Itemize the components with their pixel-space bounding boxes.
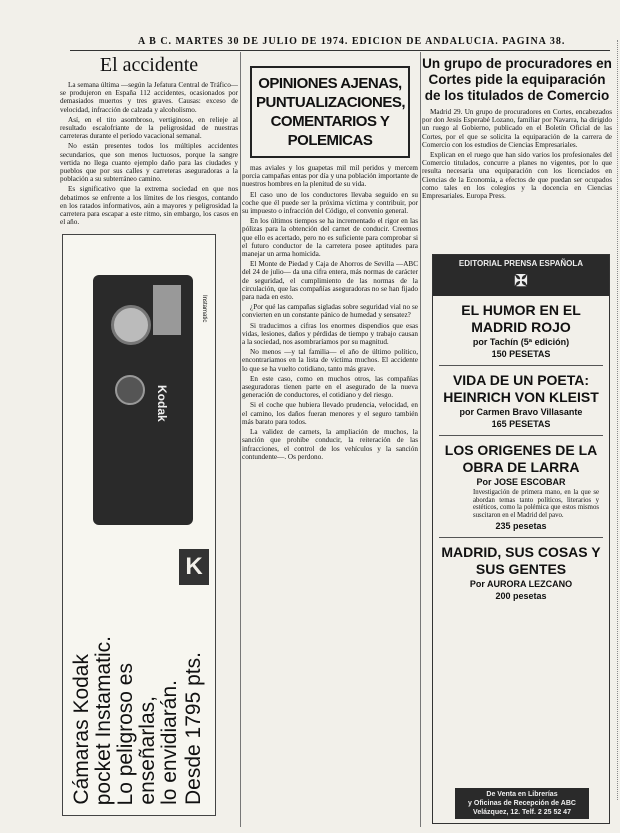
book-price: 150 PESETAS bbox=[491, 349, 551, 359]
paragraph: La validez de carnets, la ampliación de muchos, la sanción que prohibe conducir, la reiteración de las infracciones, el control de los vehículos y la sanción contundente—. Os perdono. bbox=[242, 428, 418, 461]
opinions-heading-box bbox=[250, 66, 410, 158]
paragraph: En este caso, como en muchos otros, las compañías aseguradoras tienen parte en el asegurado de la nueva generación de conductores, el cotidiano y del riesgo. bbox=[242, 374, 418, 400]
books-advertisement bbox=[432, 254, 610, 824]
book-author: por Tachín (5ª edición) bbox=[472, 337, 570, 347]
column-opinions bbox=[242, 52, 418, 463]
sales-line: y Oficinas de Recepción de ABC bbox=[468, 800, 576, 807]
header-rule bbox=[70, 50, 610, 51]
kodak-line: Cámaras Kodak bbox=[70, 654, 93, 805]
kodak-line: lo envidiarán. bbox=[158, 680, 181, 805]
column-accident bbox=[60, 52, 238, 228]
paragraph: ¿Por qué las campañas sigladas sobre seguridad vial no se convierten en un constante pánico de humedad y sensatez? bbox=[242, 303, 418, 320]
camera-lens-icon bbox=[115, 375, 145, 405]
article-title-procuradores: Un grupo de procuradores en Cortes pide la equiparación de los titulados de Comercio bbox=[422, 56, 612, 103]
paragraph: No menos —y tal familia— el año de último político, encontrariamos en la lista de víctima muchos. El accidente lo que se ha vuelto cotidiano, tanto más grave. bbox=[242, 348, 418, 373]
camera-dial-icon bbox=[111, 305, 151, 345]
kodak-small-label: Instamatic bbox=[201, 295, 207, 323]
kodak-logo: K bbox=[179, 549, 209, 585]
kodak-price: Desde 1795 pts. bbox=[182, 652, 205, 805]
page-margin-dots bbox=[611, 40, 618, 800]
kodak-line: enseñarlas, bbox=[136, 696, 159, 805]
paragraph: La semana última —según la Jefatura Central de Tráfico— se produjeron en España 112 accidentes, ocasionados por demasiados muertos y tres graves. Causas: exceso de velocidad, infracción de calzada y alcoholismo. bbox=[60, 81, 238, 114]
opinions-heading-line: POLEMICAS bbox=[287, 132, 373, 149]
paragraph: Es significativo que la extrema sociedad en que nos debatimos se enfrente a los límites de los riesgos, contando en los ratados informativos, aún a mayores y peligrosidad la carretera para escapar a este ritmo, sin embargo, los casos en el año. bbox=[60, 185, 238, 227]
kodak-copy bbox=[71, 545, 211, 805]
paragraph: El caso uno de los conductores llevaba seguido en su coche que él puede ser la próxima víctima y contribuir, por su impuesto o infracción del Código, el convenio general. bbox=[242, 190, 418, 216]
kodak-advertisement bbox=[62, 234, 216, 816]
paragraph: El Monte de Piedad y Caja de Ahorros de Sevilla —ABC del 24 de julio— da una cifra entera, más normas de carácter de seguridad, el cumplimiento de las normas de la circulación, que las compañías aseguradoras no se han fijado para nada en esto. bbox=[242, 260, 418, 302]
book-title: MADRID, SUS COSAS Y SUS GENTES bbox=[441, 544, 601, 578]
book-price: 235 pesetas bbox=[495, 521, 547, 532]
book-title: LOS ORIGENES DE LA OBRA DE LARRA bbox=[444, 442, 598, 475]
opinions-heading-line: OPINIONES AJENAS, bbox=[258, 75, 402, 92]
column-procuradores bbox=[422, 52, 612, 202]
book-author: por Carmen Bravo Villasante bbox=[459, 407, 583, 417]
book-price: 165 PESETAS bbox=[491, 419, 551, 429]
camera-flash-icon bbox=[153, 285, 181, 335]
column-divider bbox=[240, 52, 241, 827]
paragraph: Si el coche que hubiera llevado prudencia, velocidad, en el camino, los daños fueran menores y el seguro también más barato para todos. bbox=[242, 401, 418, 426]
divider bbox=[439, 435, 603, 436]
column-divider bbox=[420, 52, 421, 827]
page-header: A B C. MARTES 30 DE JULIO DE 1974. EDICION DE ANDALUCIA. PAGINA 38. bbox=[138, 36, 566, 47]
sales-info bbox=[455, 788, 589, 819]
divider bbox=[439, 537, 603, 538]
book-author: Por AURORA LEZCANO bbox=[469, 579, 573, 590]
opinions-heading-line: COMENTARIOS Y bbox=[270, 113, 390, 130]
paragraph: mas aviales y los guapetas mil mil peridos y mercem porcia campañas entas por día y una población importante de nuestros hombres en la plenitud de su vida. bbox=[242, 164, 418, 189]
article-body-procuradores bbox=[422, 108, 612, 200]
sales-line: De Venta en Librerías bbox=[486, 791, 558, 798]
book-title: EL HUMOR EN EL MADRID ROJO bbox=[461, 302, 581, 335]
paragraph: Si traducimos a cifras los enormes dispendios que esas vidas, lesiones, daños y pérdidas de tiempo y trabajo causan a la sociedad, nos asombraríamos por su magnitud. bbox=[242, 321, 418, 347]
kodak-line: pocket Instamatic. bbox=[92, 635, 115, 805]
paragraph: Madrid 29. Un grupo de procuradores en Cortes, encabezados por don Jesús Esperabé Lozano, familiar por Navarra, ha dirigido un ruego al Gobierno, publicado en el Boletín Oficial de las Cortes, por el que se solicita la equiparación de la carrera de Comercio con los estudios de Ciencias Empresariales. bbox=[422, 108, 612, 149]
sales-line: Velázquez, 12. Telf. 2 25 52 47 bbox=[473, 809, 571, 816]
eagle-emblem-icon: ✠ bbox=[514, 273, 528, 290]
camera-illustration bbox=[93, 275, 193, 525]
article-title-accident: El accidente bbox=[99, 54, 199, 76]
paragraph: Explican en el ruego que han sido varios los profesionales del Comercio titulados, concurre a planes no vigentes, por lo que resulta necesaria una equiparación con los licenciados en Ciencias de la Economía, a efectos de que puedan ser ocupados como tales en los colegios y la docencia en Ciencias Empresariales. Europa Press. bbox=[422, 151, 612, 201]
book-price: 200 pesetas bbox=[495, 591, 547, 602]
kodak-line: Lo peligroso es bbox=[114, 662, 137, 805]
opinions-body bbox=[242, 164, 418, 461]
book-author: Por JOSE ESCOBAR bbox=[476, 477, 566, 487]
article-body-accident bbox=[60, 81, 238, 226]
book-title: VIDA DE UN POETA: HEINRICH VON KLEIST bbox=[443, 372, 599, 405]
paragraph: En los últimos tiempos se ha incrementado el rigor en las pólizas para la obtención del carnet de conducir. Creemos que ello es acertado, pero no es suficiente para comprobar si el futuro conductor de la carretera posee aptitudes para manejar un arma homicida. bbox=[242, 217, 418, 259]
publisher-banner bbox=[433, 255, 609, 296]
divider bbox=[439, 365, 603, 366]
paragraph: Así, en el tito asombroso, vertiginoso, en relieje al resultado escalofriante de la peligrosidad de nuestras carreteras durante el período vacacional semanal. bbox=[60, 115, 238, 141]
camera-brand: Kodak bbox=[155, 385, 169, 422]
book-blurb: Investigación de primera mano, en la que se abordan temas tanto políticos, literarios y estéticos, como la polémica que estos mismos suscitaron en el Madrid del pavo. bbox=[473, 489, 599, 519]
opinions-heading-line: PUNTUALIZACIONES, bbox=[256, 94, 405, 111]
publisher-name: EDITORIAL PRENSA ESPAÑOLA bbox=[458, 259, 584, 268]
paragraph: No están presentes todos los múltiples accidentes secundarios, que son menos luctuosos, porque la sangre vertida no llega cuanto ejemplo daño para las ciudades y pueblos que por sus calles y carreteras aseguradoras a la población a su subterráneo camino. bbox=[60, 142, 238, 184]
